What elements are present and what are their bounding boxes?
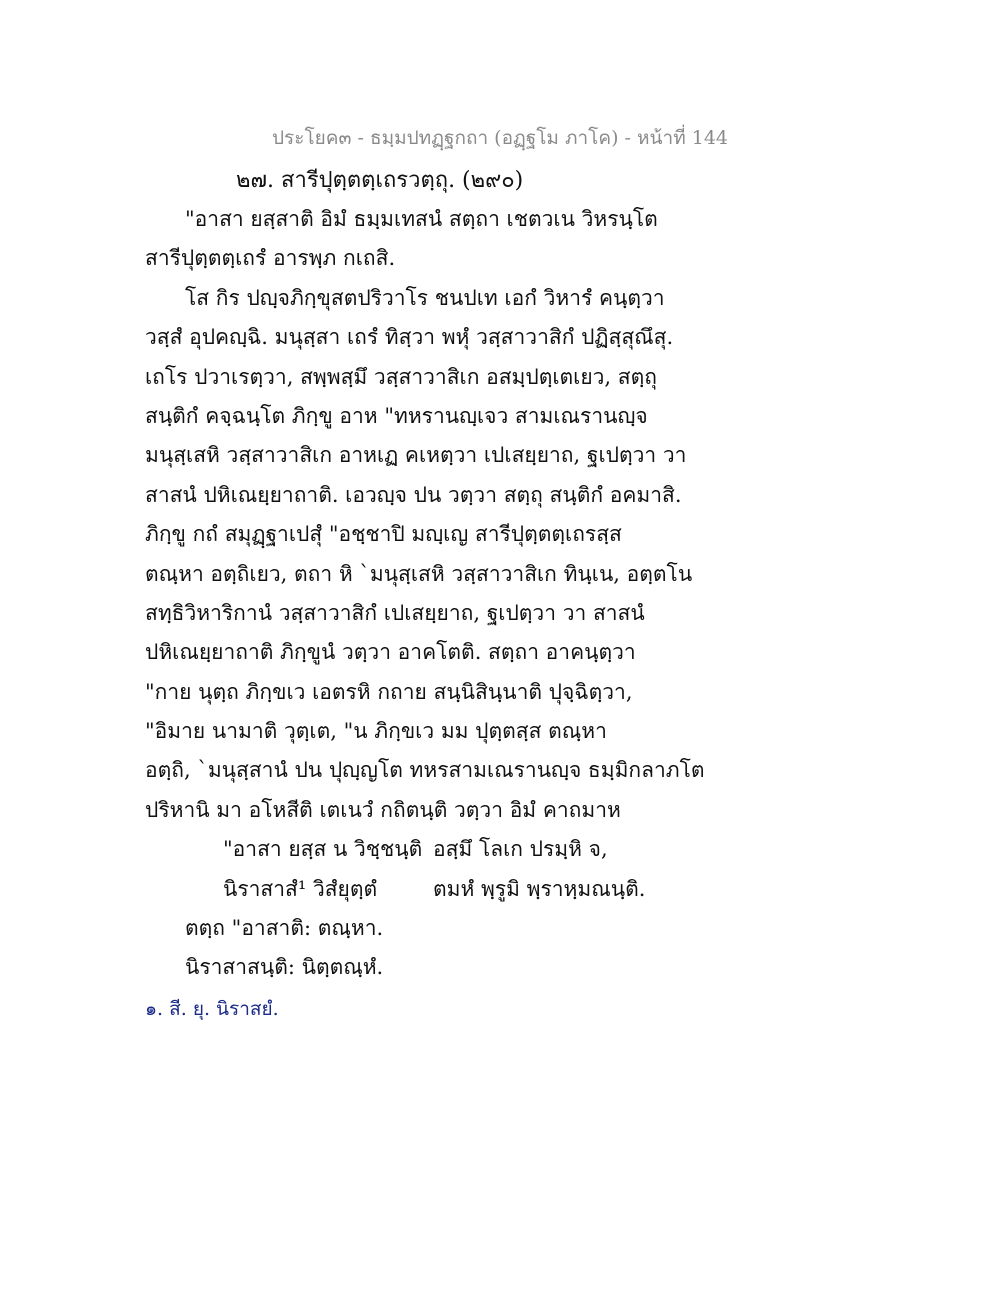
text-line: "อิมาย นามาติ วุตฺเต, "น ภิกฺขเว มม ปุตฺตสฺส ตณฺหา xyxy=(145,719,607,744)
text-line: ภิกฺขู กถํ สมุฏฺฐาเปสุํ "อชฺชาปิ มญฺเญ สารีปุตฺตตฺเถรสฺส xyxy=(145,522,622,547)
verse-line xyxy=(145,870,865,909)
text-line: "กาย นุตฺถ ภิกฺขเว เอตรหิ กถาย สนฺนิสินฺนาติ ปุจฺฉิตฺวา, xyxy=(145,679,633,704)
text-line: สาสนํ ปหิเณยฺยาถาติ. เอวญฺจ ปน วตฺวา สตฺถุ สนฺติกํ อคมาสิ. xyxy=(145,482,682,507)
text-line: วสฺสํ อุปคญฺฉิ. มนุสฺสา เถรํ ทิสฺวา พหุํ วสฺสาวาสิกํ ปฏิสฺสุณึสุ. xyxy=(145,325,674,350)
text-line: โส กิร ปญฺจภิกฺขุสตปริวาโร ชนปเท เอกํ วิหารํ คนฺตฺวา xyxy=(185,285,665,310)
text-line: สนฺติกํ คจฺฉนฺโต ภิกฺขู อาห "ทหรานญฺเจว สามเณรานญฺจ xyxy=(145,403,648,428)
text-line: สทฺธิวิหาริกานํ วสฺสาวาสิกํ เปเสยฺยาถ, ฐเปตฺวา วา สาสนํ xyxy=(145,600,645,625)
text-line: ปหิเณยฺยาถาติ ภิกฺขูนํ วตฺวา อาคโตติ. สตฺถา อาคนฺตฺวา xyxy=(145,640,636,665)
text-line: สารีปุตฺตตฺเถรํ อารพฺภ กเถสิ. xyxy=(145,246,396,271)
text-line: ตณฺหา อตฺถิเยว, ตถา หิ `มนุสฺเสหิ วสฺสาวาสิเก ทินฺเน, อตฺตโน xyxy=(145,561,693,586)
verse-line xyxy=(145,830,865,869)
verse-first-half: "อาสา ยสฺส น วิชฺชนฺติ xyxy=(223,837,423,862)
text-line: อตฺถิ, `มนุสฺสานํ ปน ปุญฺญโต ทหรสามเณรานญฺจ ธมฺมิกลาภโต xyxy=(145,758,705,783)
running-header-text: ประโยค๓ - ธมฺมปทฏฺฐกถา (อฏฺฐโม ภาโค) - หน้าที่ 144 xyxy=(271,127,729,149)
text-line: มนุสฺเสหิ วสฺสาวาสิเก อาหเฏ คเหตฺวา เปเสยฺยาถ, ฐเปตฺวา วา xyxy=(145,443,687,468)
footnote: ๑. สี. ยุ. นิราสยํ. xyxy=(145,998,279,1020)
text-line: "อาสา ยสฺสาติ อิมํ ธมฺมเทสนํ สตฺถา เชตวเน วิหรนฺโต xyxy=(185,207,658,231)
gloss-line: ตตฺถ "อาสาติ: ตณฺหา. xyxy=(185,916,384,941)
running-header xyxy=(0,123,1000,153)
text-line: เถโร ปวาเรตฺวา, สพฺพสฺมึ วสฺสาวาสิเก อสมฺปตฺเตเยว, สตฺถุ xyxy=(145,364,657,389)
verse-second-half: อสฺมึ โลเก ปรมฺหิ จ, xyxy=(433,837,608,862)
verse-second-half: ตมหํ พฺรูมิ พฺราหฺมณนฺติ. xyxy=(433,876,646,901)
text-line: ปริหานิ มา อโหสีติ เตเนวํ กถิตนฺติ วตฺวา อิมํ คาถมาห xyxy=(145,797,621,822)
story-title: ๒๗. สารีปุตฺตตฺเถรวตฺถุ. (๒๙๐) xyxy=(236,168,524,193)
gloss-line: นิราสาสนฺติ: นิตฺตณฺหํ. xyxy=(185,955,384,980)
verse-first-half: นิราสาสํ¹ วิสํยุตฺตํ xyxy=(223,876,378,901)
story-body xyxy=(145,200,865,988)
